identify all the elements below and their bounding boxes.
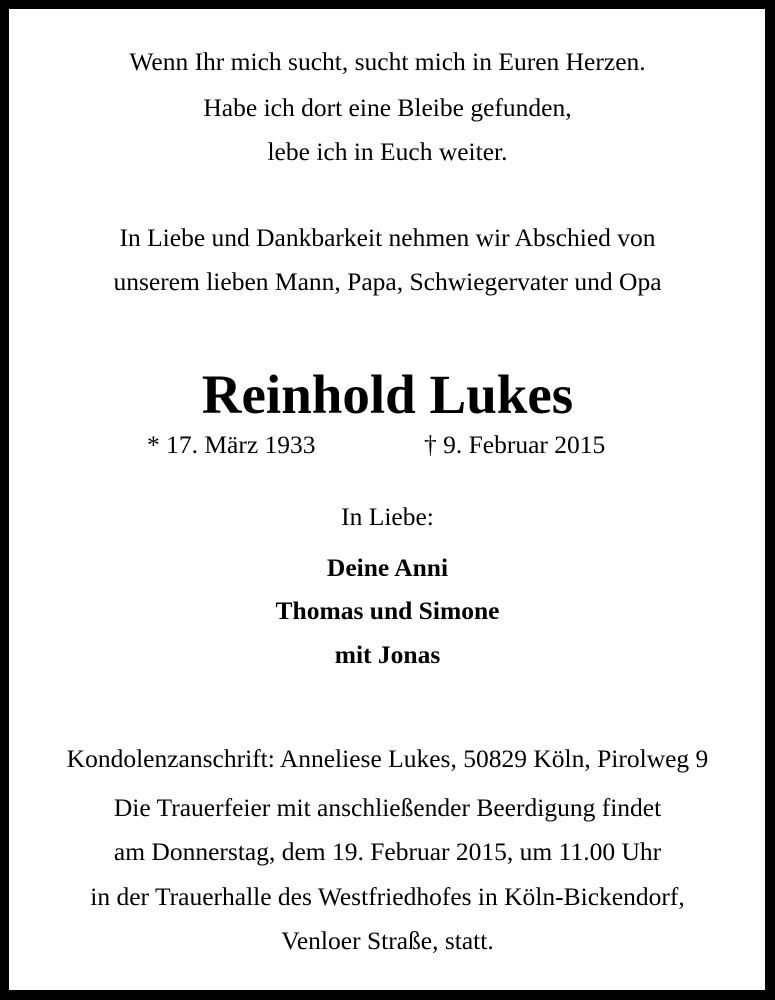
intro-line-2: unserem lieben Mann, Papa, Schwiegervater und Opa xyxy=(113,267,662,296)
poem-line-3: lebe ich in Euch weiter. xyxy=(267,137,508,166)
in-love-label: In Liebe: xyxy=(341,502,434,531)
birth-date: * 17. März 1933 xyxy=(147,430,316,459)
deceased-name: Reinhold Lukes xyxy=(201,364,574,425)
ceremony-line-2: am Donnerstag, dem 19. Februar 2015, um 11.00 Uhr xyxy=(113,837,662,866)
mourner-3: mit Jonas xyxy=(334,640,441,669)
condolence-address: Kondolenzanschrift: Anneliese Lukes, 50829 Köln, Pirolweg 9 xyxy=(66,744,709,773)
poem-line-1: Wenn Ihr mich sucht, sucht mich in Euren Herzen. xyxy=(129,47,646,76)
intro-line-1: In Liebe und Dankbarkeit nehmen wir Abschied von xyxy=(119,223,656,252)
poem-line-2: Habe ich dort eine Bleibe gefunden, xyxy=(203,93,572,122)
mourner-1: Deine Anni xyxy=(326,553,449,582)
ceremony-line-4: Venloer Straße, statt. xyxy=(281,926,494,955)
mourner-2: Thomas und Simone xyxy=(275,596,500,625)
ceremony-line-1: Die Trauerfeier mit anschließender Beerdigung findet xyxy=(113,793,662,822)
death-date: † 9. Februar 2015 xyxy=(424,430,606,459)
ceremony-line-3: in der Trauerhalle des Westfriedhofes in Köln-Bickendorf, xyxy=(90,882,685,911)
